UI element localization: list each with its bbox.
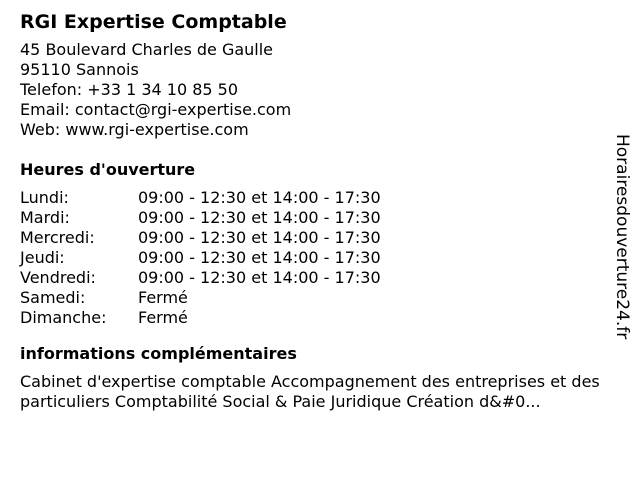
business-card bbox=[20, 10, 610, 412]
day-time: 09:00 - 12:30 et 14:00 - 17:30 bbox=[138, 248, 381, 267]
day-label: Samedi: bbox=[20, 288, 86, 307]
day-label: Mercredi: bbox=[20, 228, 95, 247]
day-time: 09:00 - 12:30 et 14:00 - 17:30 bbox=[138, 208, 381, 227]
phone-line: Telefon: +33 1 34 10 85 50 bbox=[20, 80, 239, 99]
day-label: Vendredi: bbox=[20, 268, 96, 287]
hours-row-saturday bbox=[20, 288, 610, 308]
day-time: 09:00 - 12:30 et 14:00 - 17:30 bbox=[138, 188, 381, 207]
web-line: Web: www.rgi-expertise.com bbox=[20, 120, 249, 139]
hours-row-monday bbox=[20, 188, 610, 208]
day-label: Lundi: bbox=[20, 188, 69, 207]
hours-table bbox=[20, 188, 610, 328]
hours-row-wednesday bbox=[20, 228, 610, 248]
hours-row-tuesday bbox=[20, 208, 610, 228]
info-title: informations complémentaires bbox=[20, 344, 297, 363]
day-time: Fermé bbox=[138, 288, 188, 307]
hours-row-thursday bbox=[20, 248, 610, 268]
day-label: Mardi: bbox=[20, 208, 70, 227]
day-time: 09:00 - 12:30 et 14:00 - 17:30 bbox=[138, 228, 381, 247]
site-watermark: Horairesdouverture24.fr bbox=[612, 134, 632, 340]
hours-row-friday bbox=[20, 268, 610, 288]
day-label: Jeudi: bbox=[20, 248, 65, 267]
day-time: Fermé bbox=[138, 308, 188, 327]
address-line-1: 45 Boulevard Charles de Gaulle bbox=[20, 40, 274, 59]
hours-title: Heures d'ouverture bbox=[20, 160, 196, 179]
business-name: RGI Expertise Comptable bbox=[20, 11, 287, 33]
email-line: Email: contact@rgi-expertise.com bbox=[20, 100, 292, 119]
address-line-2: 95110 Sannois bbox=[20, 60, 139, 79]
hours-row-sunday bbox=[20, 308, 610, 328]
day-label: Dimanche: bbox=[20, 308, 107, 327]
info-text: Cabinet d'expertise comptable Accompagnement des entreprises et des particuliers Comptabilité Social & Paie Juridique Création d&#0... bbox=[20, 372, 600, 411]
day-time: 09:00 - 12:30 et 14:00 - 17:30 bbox=[138, 268, 381, 287]
